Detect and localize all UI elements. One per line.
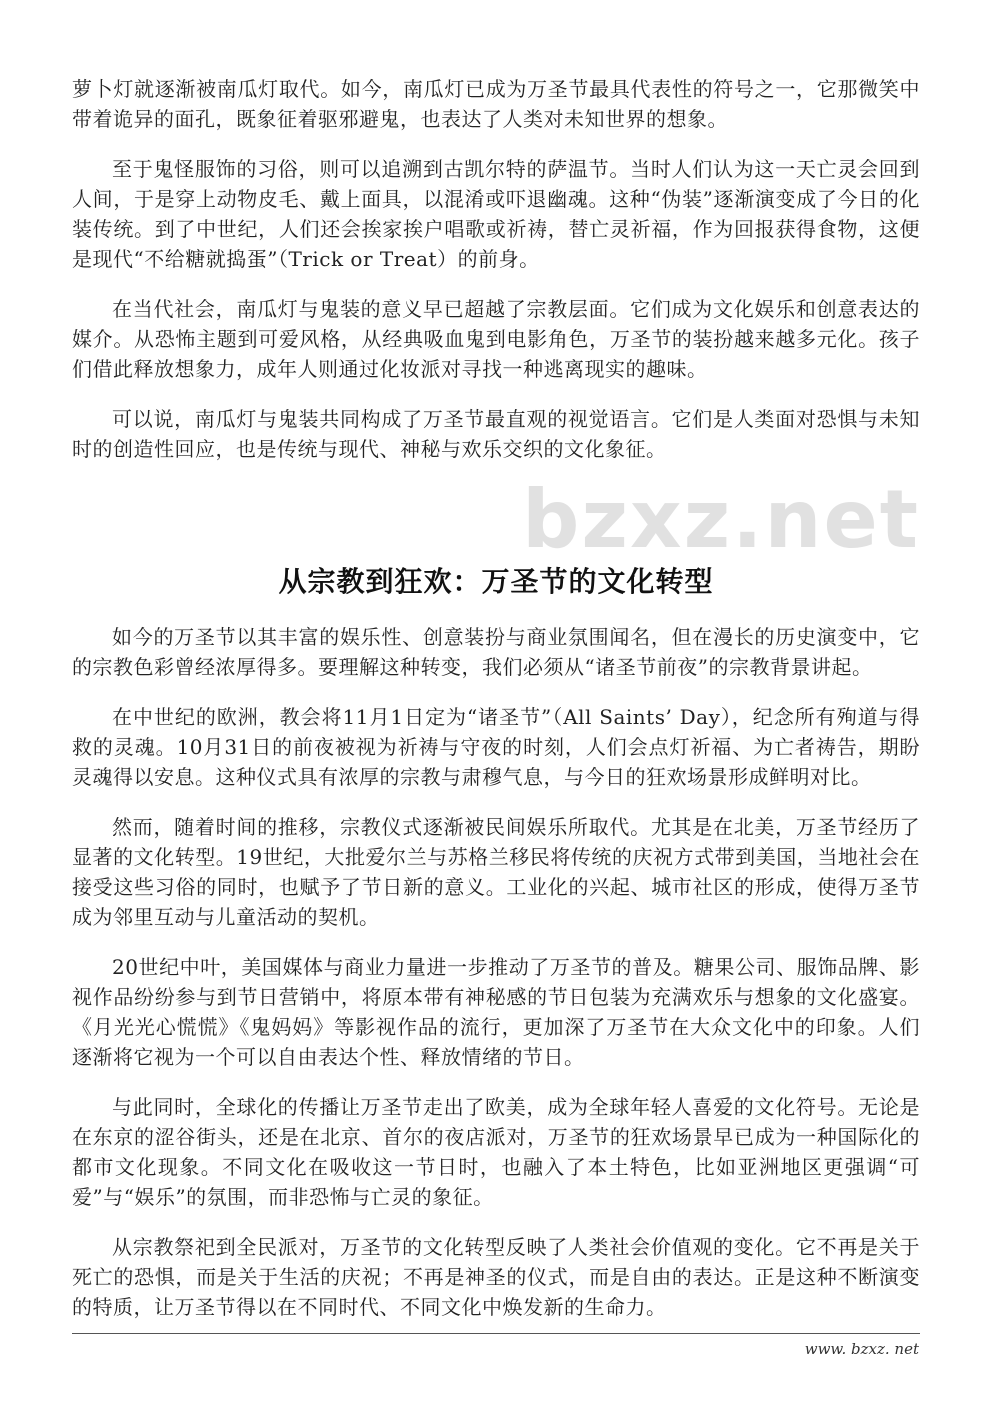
paragraph: 与此同时，全球化的传播让万圣节走出了欧美，成为全球年轻人喜爱的文化符号。无论是在东京的涩谷街头，还是在北京、首尔的夜店派对，万圣节的狂欢场景早已成为一种国际化的都市文化现象。不同文化在吸收这一节日时，也融入了本土特色，比如亚洲地区更强调“可爱”与“娱乐”的氛围，而非恐怖与亡灵的象征。 <box>72 1095 920 1209</box>
paragraph: 在当代社会，南瓜灯与鬼装的意义早已超越了宗教层面。它们成为文化娱乐和创意表达的媒介。从恐怖主题到可爱风格，从经典吸血鬼到电影角色，万圣节的装扮越来越多元化。孩子们借此释放想象力，成年人则通过化妆派对寻找一种逃离现实的趣味。 <box>72 297 920 381</box>
paragraph: 如今的万圣节以其丰富的娱乐性、创意装扮与商业氛围闻名，但在漫长的历史演变中，它的宗教色彩曾经浓厚得多。要理解这种转变，我们必须从“诸圣节前夜”的宗教背景讲起。 <box>72 625 920 679</box>
paragraph: 在中世纪的欧洲，教会将11月1日定为“诸圣节”（All Saints’ Day），纪念所有殉道与得救的灵魂。10月31日的前夜被视为祈祷与守夜的时刻，人们会点灯祈福、为亡者祷告，期盼灵魂得以安息。这种仪式具有浓厚的宗教与肃穆气息，与今日的狂欢场景形成鲜明对比。 <box>72 705 920 789</box>
paragraph: 从宗教祭祀到全民派对，万圣节的文化转型反映了人类社会价值观的变化。它不再是关于死亡的恐惧，而是关于生活的庆祝；不再是神圣的仪式，而是自由的表达。正是这种不断演变的特质，让万圣节得以在不同时代、不同文化中焕发新的生命力。 <box>72 1235 920 1319</box>
paragraph: 可以说，南瓜灯与鬼装共同构成了万圣节最直观的视觉语言。它们是人类面对恐惧与未知时的创造性回应，也是传统与现代、神秘与欢乐交织的文化象征。 <box>72 407 920 461</box>
paragraph: 萝卜灯就逐渐被南瓜灯取代。如今，南瓜灯已成为万圣节最具代表性的符号之一，它那微笑中带着诡异的面孔，既象征着驱邪避鬼，也表达了人类对未知世界的想象。 <box>72 77 920 131</box>
footer-divider <box>72 1333 920 1334</box>
paragraph: 20世纪中叶，美国媒体与商业力量进一步推动了万圣节的普及。糖果公司、服饰品牌、影视作品纷纷参与到节日营销中，将原本带有神秘感的节日包装为充满欢乐与想象的文化盛宴。《月光光心慌慌》《鬼妈妈》等影视作品的流行，更加深了万圣节在大众文化中的印象。人们逐渐将它视为一个可以自由表达个性、释放情绪的节日。 <box>72 955 920 1069</box>
document-body <box>72 74 920 1342</box>
watermark-logo: bzxz.net <box>522 473 920 566</box>
footer-url: www. bzxz. net <box>804 1340 919 1358</box>
section-title: 从宗教到狂欢：万圣节的文化转型 <box>278 565 714 598</box>
paragraph: 然而，随着时间的推移，宗教仪式逐渐被民间娱乐所取代。尤其是在北美，万圣节经历了显著的文化转型。19世纪，大批爱尔兰与苏格兰移民将传统的庆祝方式带到美国，当地社会在接受这些习俗的同时，也赋予了节日新的意义。工业化的兴起、城市社区的形成，使得万圣节成为邻里互动与儿童活动的契机。 <box>72 815 920 929</box>
paragraph: 至于鬼怪服饰的习俗，则可以追溯到古凯尔特的萨温节。当时人们认为这一天亡灵会回到人间，于是穿上动物皮毛、戴上面具，以混淆或吓退幽魂。这种“伪装”逐渐演变成了今日的化装传统。到了中世纪，人们还会挨家挨户唱歌或祈祷，替亡灵祈福，作为回报获得食物，这便是现代“不给糖就捣蛋”（Trick or Treat）的前身。 <box>72 157 920 271</box>
